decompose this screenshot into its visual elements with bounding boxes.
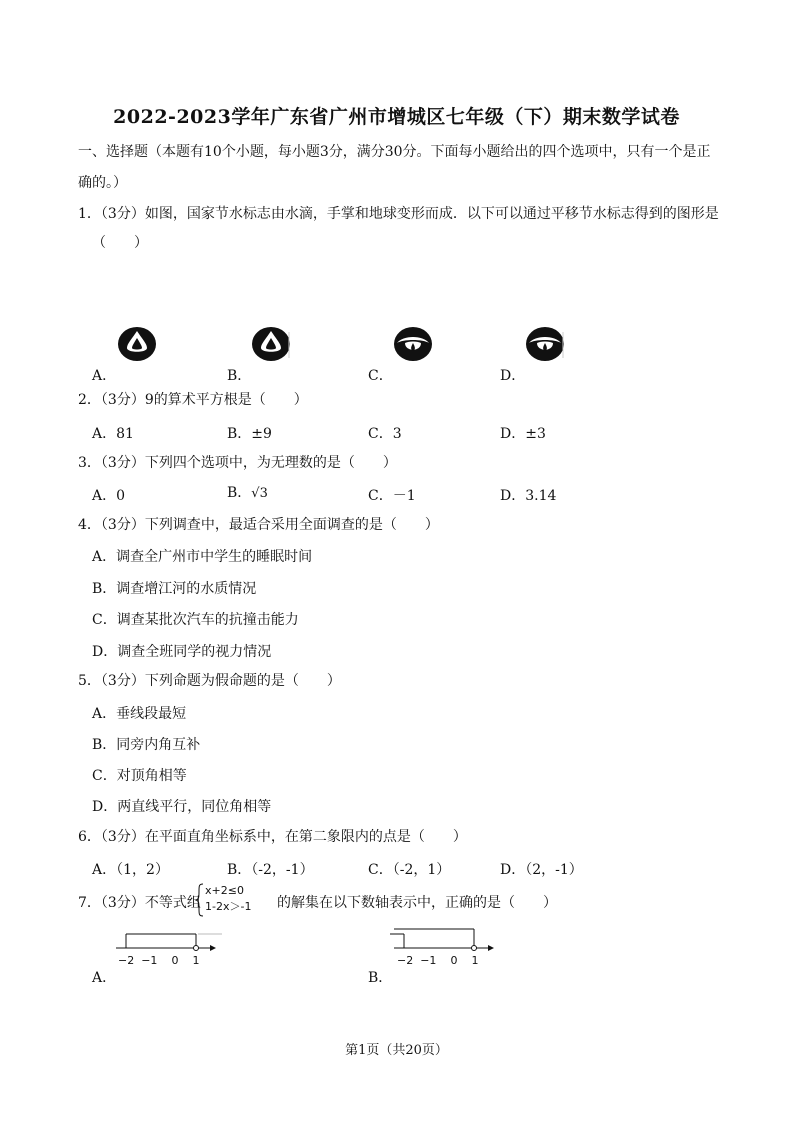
- water-drop-emblem-icon: [117, 326, 157, 362]
- question-4-stem: 4．（3分）下列调查中，最适合采用全面调查的是（ ）: [78, 517, 439, 533]
- tick-labels-a: −2 −1 0 1: [118, 954, 200, 967]
- option-c[interactable]: C．－1: [368, 488, 416, 504]
- option-c[interactable]: C．（-2，1）: [368, 862, 451, 878]
- option-c[interactable]: C．: [368, 368, 393, 384]
- section-instructions-line1: 一、选择题（本题有10个小题，每小题3分，满分30分。下面每小题给出的四个选项中，只有一个是正: [78, 144, 711, 160]
- page-footer: 第1页（共20页）: [345, 1043, 448, 1058]
- question-6-stem: 6．（3分）在平面直角坐标系中，在第二象限内的点是（ ）: [78, 829, 467, 845]
- question-3-stem: 3．（3分）下列四个选项中，为无理数的是（ ）: [78, 455, 397, 471]
- option-c[interactable]: C．3: [368, 426, 402, 442]
- option-a[interactable]: A．调查全广州市中学生的睡眠时间: [92, 549, 313, 565]
- option-b[interactable]: B．调查增江河的水质情况: [92, 581, 257, 597]
- question-5-stem: 5．（3分）下列命题为假命题的是（ ）: [78, 673, 341, 689]
- tick-labels-b: −2 −1 0 1: [397, 954, 479, 967]
- option-d[interactable]: D．: [500, 368, 526, 384]
- question-7-stem-suffix: 的解集在以下数轴表示中，正确的是（ ）: [277, 895, 557, 911]
- inequality-1: x+2≤0: [205, 884, 244, 897]
- left-brace-icon: [195, 883, 205, 917]
- option-d[interactable]: D．3.14: [500, 488, 557, 504]
- option-b[interactable]: B．同旁内角互补: [92, 737, 201, 753]
- option-b[interactable]: B．±9: [227, 426, 272, 442]
- option-a[interactable]: A．: [92, 368, 117, 384]
- question-7-stem-prefix: 7．（3分）不等式组: [78, 895, 201, 911]
- option-a[interactable]: A．0: [92, 488, 126, 504]
- option-a[interactable]: A．: [92, 970, 117, 986]
- option-c[interactable]: C．对顶角相等: [92, 768, 187, 784]
- question-2-stem: 2．（3分）9的算术平方根是（ ）: [78, 392, 308, 408]
- section-instructions-line2: 确的。）: [78, 175, 127, 191]
- option-d[interactable]: D．两直线平行，同位角相等: [92, 799, 272, 815]
- option-b[interactable]: B．√3: [227, 485, 268, 501]
- option-a[interactable]: A．81: [92, 426, 134, 442]
- option-d[interactable]: D．（2，-1）: [500, 862, 583, 878]
- option-d[interactable]: D．调查全班同学的视力情况: [92, 644, 272, 660]
- page-title: 2022-2023学年广东省广州市增城区七年级（下）期末数学试卷: [113, 106, 680, 128]
- option-c[interactable]: C．调查某批次汽车的抗撞击能力: [92, 612, 299, 628]
- water-drop-emblem-icon: [251, 326, 291, 362]
- sqrt-3-expression: √3: [251, 486, 268, 501]
- option-a[interactable]: A．垂线段最短: [92, 706, 187, 722]
- question-1-answer-bracket: （ ）: [92, 235, 148, 251]
- eye-emblem-icon: [525, 326, 565, 362]
- inequality-2: 1-2x＞-1: [205, 900, 252, 913]
- question-1-stem: 1．（3分）如图，国家节水标志由水滴，手掌和地球变形而成．以下可以通过平移节水标志得到的图形是: [78, 206, 719, 222]
- option-b[interactable]: B．: [227, 368, 252, 384]
- option-d[interactable]: D．±3: [500, 426, 546, 442]
- option-a[interactable]: A．（1，2）: [92, 862, 169, 878]
- option-b[interactable]: B．: [368, 970, 393, 986]
- eye-emblem-icon: [393, 326, 433, 362]
- option-b[interactable]: B．（-2，-1）: [227, 862, 314, 878]
